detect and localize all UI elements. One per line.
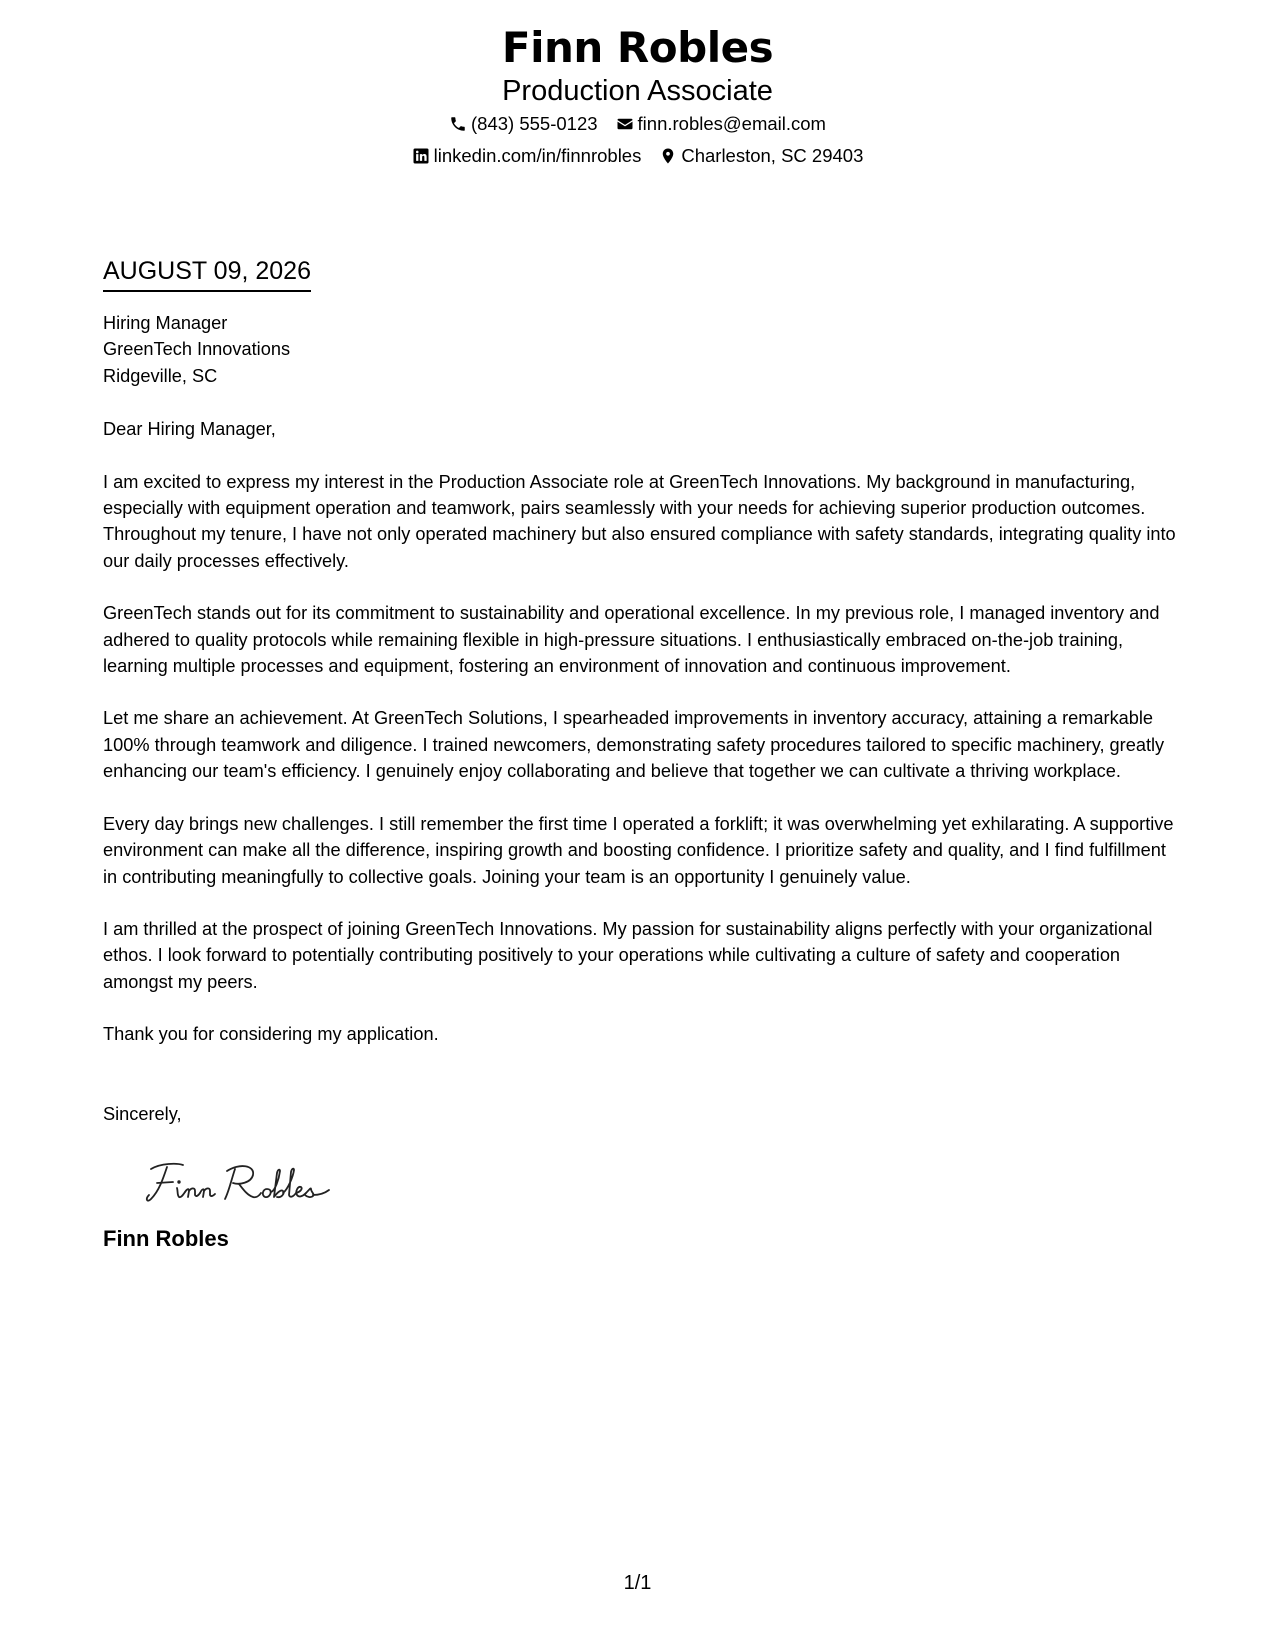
envelope-icon <box>616 115 634 133</box>
body-paragraph: I am excited to express my interest in the Production Associate role at GreenTech Innovations. My background in manufacturing, especially with equipment operation and teamwork, pairs seamlessly with your needs for achieving superior production outcomes. Throughout my tenure, I have not only operated machinery but also ensured compliance with safety standards, integrating quality into our daily processes effectively. <box>103 471 1176 571</box>
signer-name: Finn Robles <box>103 1225 229 1251</box>
recipient-line: GreenTech Innovations <box>103 339 291 360</box>
recipient-line: Hiring Manager <box>103 313 228 333</box>
letter-header <box>0 22 1275 172</box>
body-paragraph: Every day brings new challenges. I still remember the first time I operated a forklift; it was overwhelming yet exhilarating. A supportive environment can make all the difference, inspiring growth and boosting confidence. I prioritize safety and quality, and I find fulfillment in contributing meaningfully to collective goals. Joining your team is an opportunity I genuinely value. <box>103 813 1174 887</box>
contact-row-secondary <box>0 140 1275 172</box>
body-paragraph: Let me share an achievement. At GreenTech Solutions, I spearheaded improvements in inventory accuracy, attaining a remarkable 100% through teamwork and diligence. I trained newcomers, demonstrating safety procedures tailored to specific machinery, greatly enhancing our team's efficiency. I genuinely enjoy collaborating and believe that together we can cultivate a thriving workplace. <box>103 708 1165 782</box>
salutation: Dear Hiring Manager, <box>103 419 276 440</box>
phone-icon <box>449 115 467 133</box>
linkedin-text: linkedin.com/in/finnrobles <box>433 145 642 166</box>
signature-image <box>143 1155 1178 1213</box>
recipient-line: Ridgeville, SC <box>103 365 218 386</box>
location-contact <box>659 140 863 172</box>
letter-body <box>103 256 1178 1253</box>
linkedin-icon <box>412 147 430 165</box>
map-marker-icon <box>659 147 677 165</box>
location-text: Charleston, SC 29403 <box>681 145 864 166</box>
phone-contact[interactable] <box>449 108 598 140</box>
email-text: finn.robles@email.com <box>637 113 826 134</box>
applicant-title: Production Associate <box>502 75 773 107</box>
body-paragraph: I am thrilled at the prospect of joining GreenTech Innovations. My passion for sustainability aligns perfectly with your organizational ethos. I look forward to potentially contributing positively to your operations while cultivating a culture of safety and cooperation amongst my peers. <box>103 918 1153 992</box>
recipient-block <box>103 310 1178 389</box>
body-paragraph: GreenTech stands out for its commitment to sustainability and operational excellence. In my previous role, I managed inventory and adhered to quality protocols while remaining flexible in high-pressure situations. I enthusiastically embraced on-the-job training, learning multiple processes and equipment, fostering an environment of innovation and continuous improvement. <box>103 603 1160 677</box>
letter-date: AUGUST 09, 2026 <box>103 256 311 292</box>
applicant-name: Finn Robles <box>501 23 774 72</box>
body-paragraph: Thank you for considering my application. <box>103 1024 439 1045</box>
linkedin-contact[interactable] <box>412 140 642 172</box>
email-contact[interactable] <box>616 108 826 140</box>
contact-row-primary <box>0 108 1275 140</box>
phone-text: (843) 555-0123 <box>471 113 598 134</box>
closing: Sincerely, <box>103 1103 182 1124</box>
page-number: 1/1 <box>623 1572 652 1594</box>
